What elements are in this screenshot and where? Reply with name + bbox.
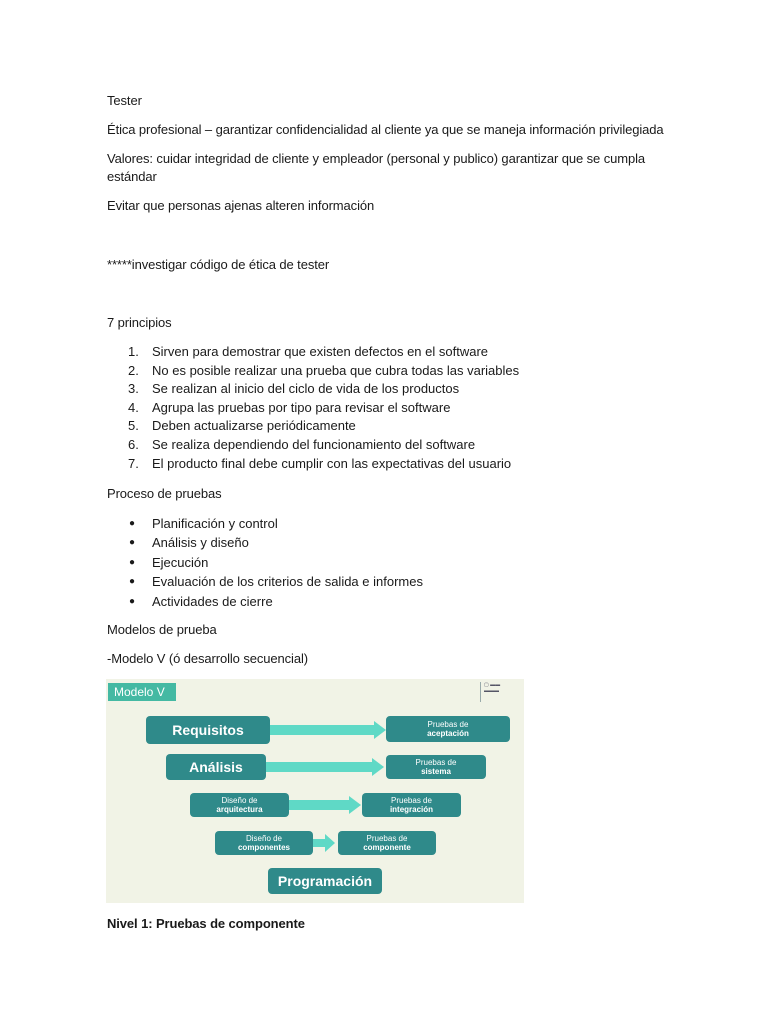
list-item-text: Agrupa las pruebas por tipo para revisar el software: [152, 399, 451, 415]
box-label-bottom: arquitectura: [216, 805, 263, 814]
list-number: 2.: [128, 362, 139, 378]
arrow-head-icon: [325, 834, 335, 852]
investigar-note: *****investigar código de ética de tester: [107, 257, 330, 272]
box-label-top: Diseño de: [221, 796, 258, 805]
list-item: [107, 514, 423, 533]
list-item: [107, 455, 519, 474]
arrow-head-icon: [372, 758, 384, 776]
publisher-logo: ▢ ▬▬ ▬▬▬: [480, 682, 518, 702]
pruebas-componente-box: [338, 831, 436, 855]
list-item: [107, 553, 423, 572]
list-item: [107, 417, 519, 436]
requisitos-box: Requisitos: [146, 716, 270, 744]
bullet-icon: ●: [129, 518, 136, 529]
bullet-icon: ●: [129, 537, 136, 549]
box-label-top: Pruebas de: [427, 720, 469, 729]
box-label-bottom: componentes: [237, 843, 290, 852]
arrow-head-icon: [349, 796, 361, 814]
box-label-top: Pruebas de: [415, 758, 457, 767]
modelos-heading: Modelos de prueba: [107, 622, 217, 637]
arrow-analisis: [266, 762, 373, 772]
diagram-badge: Modelo V: [108, 683, 176, 701]
box-label-top: Pruebas de: [366, 834, 408, 843]
heading-tester: Tester: [107, 93, 142, 108]
nivel-1-heading: Nivel 1: Pruebas de componente: [107, 916, 305, 931]
list-item: [107, 399, 519, 418]
etica-paragraph: Ética profesional – garantizar confidencialidad al cliente ya que se maneja información privilegiada: [107, 122, 664, 137]
programacion-box: Programación: [268, 868, 382, 894]
proceso-heading: Proceso de pruebas: [107, 486, 222, 501]
list-item-text: Planificación y control: [152, 516, 278, 531]
bullet-icon: ●: [129, 595, 136, 607]
proceso-list: [107, 514, 423, 611]
modelo-v-caption: -Modelo V (ó desarrollo secuencial): [107, 651, 308, 666]
diseno-arquitectura-box: [190, 793, 289, 817]
box-label-bottom: componente: [363, 843, 411, 852]
list-item-text: Actividades de cierre: [152, 593, 273, 609]
list-number: 5.: [128, 418, 139, 434]
arrow-head-icon: [374, 721, 386, 739]
principios-list: [107, 343, 519, 473]
arrow-requisitos: [270, 725, 376, 735]
box-label-bottom: aceptación: [427, 729, 469, 738]
list-item-text: Evaluación de los criterios de salida e informes: [152, 574, 423, 590]
list-item-text: Se realiza dependiendo del funcionamiento del software: [152, 436, 476, 452]
list-number: 6.: [128, 436, 139, 452]
list-number: 1.: [128, 344, 139, 359]
valores-paragraph-line2: estándar: [107, 169, 157, 184]
pruebas-integracion-box: [362, 793, 461, 817]
list-item-text: Análisis y diseño: [152, 535, 249, 551]
pruebas-aceptacion-box: [386, 716, 510, 742]
list-item-text: Deben actualizarse periódicamente: [152, 418, 356, 434]
list-item: [107, 572, 423, 591]
box-label-bottom: integración: [389, 805, 434, 814]
pruebas-sistema-box: [386, 755, 486, 779]
valores-paragraph-line1: Valores: cuidar integridad de cliente y empleador (personal y publico) garantizar que se cumpla: [107, 151, 646, 166]
list-item-text: El producto final debe cumplir con las expectativas del usuario: [152, 455, 512, 471]
list-item: [107, 362, 519, 381]
list-item-text: Sirven para demostrar que existen defectos en el software: [152, 344, 489, 359]
bullet-icon: ●: [129, 556, 136, 568]
box-label-top: Pruebas de: [391, 796, 432, 805]
diseno-componentes-box: [215, 831, 313, 855]
box-label-bottom: sistema: [421, 767, 451, 776]
list-item-text: Ejecución: [152, 554, 209, 570]
modelo-v-diagram: [106, 679, 524, 903]
list-item: [107, 592, 423, 611]
list-number: 4.: [128, 399, 139, 415]
principios-heading: 7 principios: [107, 315, 172, 330]
list-item: [107, 343, 519, 362]
list-item-text: No es posible realizar una prueba que cubra todas las variables: [152, 362, 520, 378]
list-item-text: Se realizan al inicio del ciclo de vida de los productos: [152, 381, 460, 397]
evitar-paragraph: Evitar que personas ajenas alteren información: [107, 198, 375, 213]
analisis-box: Análisis: [166, 754, 266, 780]
list-item: [107, 380, 519, 399]
list-item: [107, 533, 423, 552]
box-label-top: Diseño de: [245, 834, 283, 843]
list-number: 7.: [128, 455, 139, 471]
arrow-arquitectura: [289, 800, 349, 810]
list-item: [107, 436, 519, 455]
bullet-icon: ●: [129, 576, 136, 588]
list-number: 3.: [128, 381, 139, 397]
